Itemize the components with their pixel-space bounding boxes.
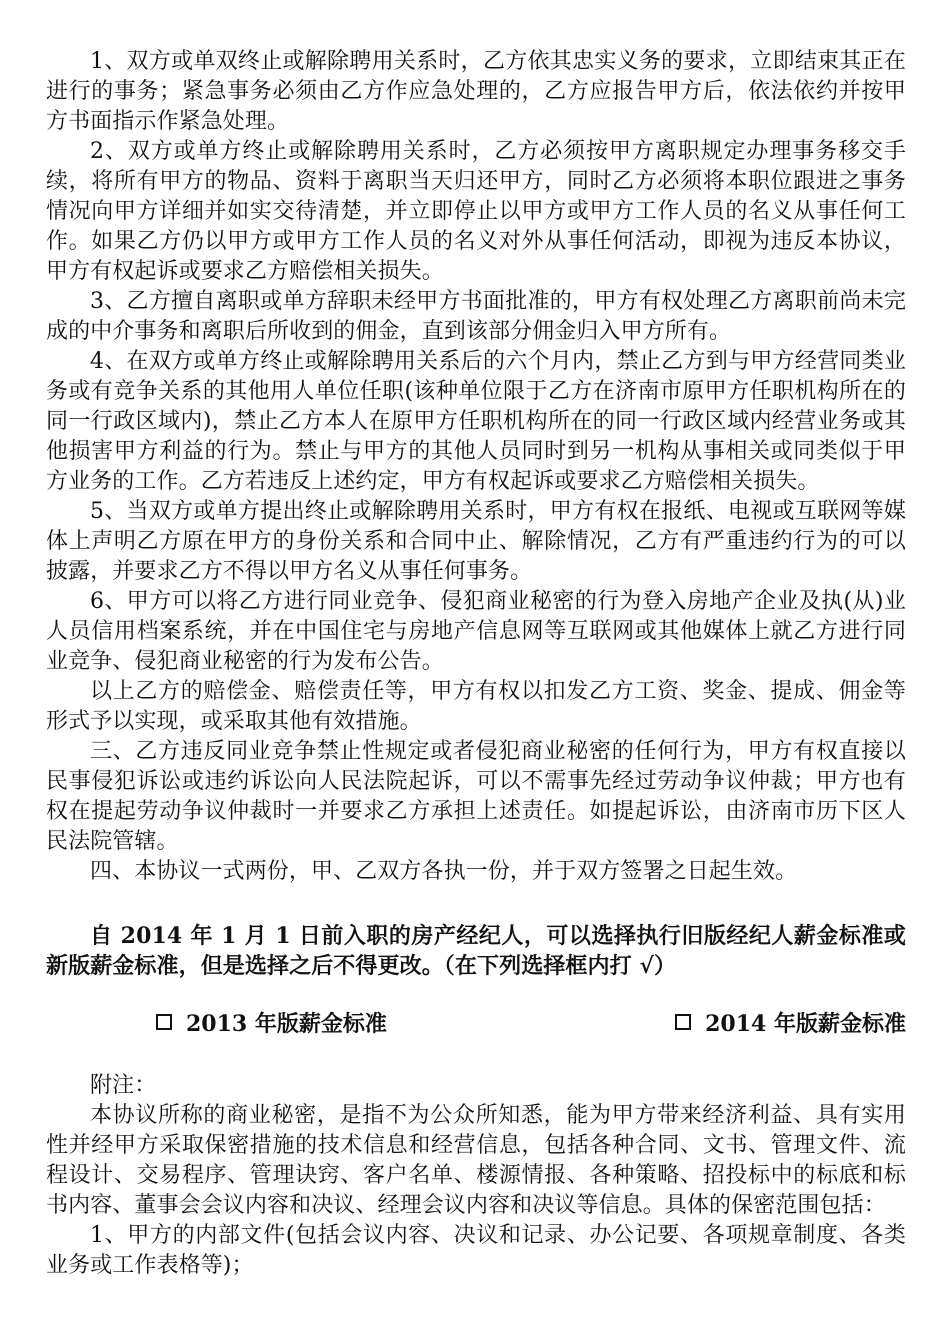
clause-3: 3、乙方擅自离职或单方辞职未经甲方书面批准的，甲方有权处理乙方离职前尚未完成的中介事务和离职后所收到的佣金，直到该部分佣金归入甲方所有。 — [46, 289, 906, 344]
clause-5: 5、当双方或单方提出终止或解除聘用关系时，甲方有权在报纸、电视或互联网等媒体上声明乙方原在甲方的身份关系和合同中止、解除情况，乙方有严重违约行为的可以披露，并要求乙方不得以甲方名义从事任何事务。 — [46, 499, 906, 584]
choice-2013[interactable] — [156, 1007, 387, 1038]
choice-2014[interactable] — [675, 1007, 906, 1038]
salary-choice-note: 自 2014 年 1 月 1 日前入职的房产经纪人，可以选择执行旧版经纪人薪金标准或新版薪金标准，但是选择之后不得更改。（在下列选择框内打 √） — [46, 923, 906, 979]
choice-2013-label: 2013 年版薪金标准 — [186, 1010, 387, 1037]
annex-heading: 附注： — [90, 1073, 157, 1098]
section-three: 三、乙方违反同业竞争禁止性规定或者侵犯商业秘密的任何行为，甲方有权直接以民事侵犯诉讼或违约诉讼向人民法院起诉，可以不需事先经过劳动争议仲裁；甲方也有权在提起劳动争议仲裁时一并要求乙方承担上述责任。如提起诉讼，由济南市历下区人民法院管辖。 — [46, 739, 906, 854]
checkbox-2013[interactable] — [156, 1014, 172, 1030]
section-four: 四、本协议一式两份，甲、乙双方各执一份，并于双方签署之日起生效。 — [90, 859, 798, 884]
clause-4: 4、在双方或单方终止或解除聘用关系后的六个月内，禁止乙方到与甲方经营同类业务或有竞争关系的其他用人单位任职(该种单位限于乙方在济南市原甲方任职机构所在的同一行政区域内)，禁止乙方本人在原甲方任职机构所在的同一行政区域内经营业务或其他损害甲方利益的行为。禁止与甲方的其他人员同时到另一机构从事相关或同类似于甲方业务的工作。乙方若违反上述约定，甲方有权起诉或要求乙方赔偿相关损失。 — [46, 349, 906, 494]
annex-definition: 本协议所称的商业秘密，是指不为公众所知悉，能为甲方带来经济利益、具有实用性并经甲方采取保密措施的技术信息和经营信息，包括各种合同、文书、管理文件、流程设计、交易程序、管理诀窍、客户名单、楼源情报、各种策略、招投标中的标底和标书内容、董事会会议内容和决议、经理会议内容和决议等信息。具体的保密范围包括： — [46, 1103, 906, 1218]
checkbox-2014[interactable] — [675, 1014, 691, 1030]
document-page — [46, 47, 906, 1281]
salary-choice-row — [46, 1007, 906, 1037]
clause-1: 1、双方或单双终止或解除聘用关系时，乙方依其忠实义务的要求，立即结束其正在进行的事务；紧急事务必须由乙方作应急处理的，乙方应报告甲方后，依法依约并按甲方书面指示作紧急处理。 — [46, 49, 906, 134]
compensation-note: 以上乙方的赔偿金、赔偿责任等，甲方有权以扣发乙方工资、奖金、提成、佣金等形式予以实现，或采取其他有效措施。 — [46, 679, 906, 734]
annex-item-1: 1、甲方的内部文件(包括会议内容、决议和记录、办公记要、各项规章制度、各类业务或工作表格等)； — [46, 1223, 906, 1278]
clause-2: 2、双方或单方终止或解除聘用关系时，乙方必须按甲方离职规定办理事务移交手续，将所有甲方的物品、资料于离职当天归还甲方，同时乙方必须将本职位跟进之事务情况向甲方详细并如实交待清楚，并立即停止以甲方或甲方工作人员的名义从事任何工作。如果乙方仍以甲方或甲方工作人员的名义对外从事任何活动，即视为违反本协议，甲方有权起诉或要求乙方赔偿相关损失。 — [46, 139, 906, 284]
choice-2014-label: 2014 年版薪金标准 — [705, 1010, 906, 1037]
clause-6: 6、甲方可以将乙方进行同业竞争、侵犯商业秘密的行为登入房地产企业及执(从)业人员信用档案系统，并在中国住宅与房地产信息网等互联网或其他媒体上就乙方进行同业竞争、侵犯商业秘密的行为发布公告。 — [46, 589, 906, 674]
